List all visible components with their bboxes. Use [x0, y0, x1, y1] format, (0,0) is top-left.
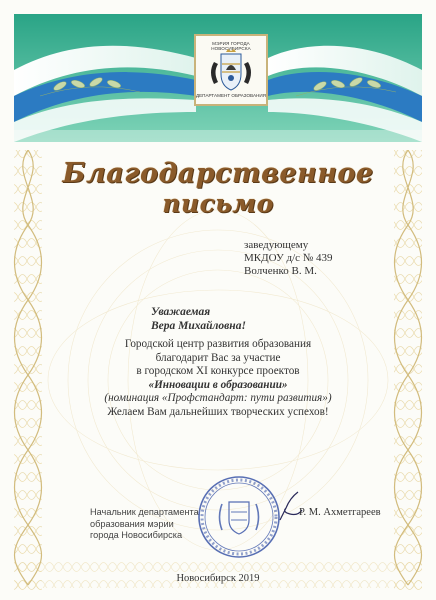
signatory-title — [90, 507, 199, 542]
recipient-name: Волченко В. М. — [244, 265, 317, 277]
body-line-3: в городском XI конкурсе проектов — [136, 365, 300, 377]
body-line-2: благодарит Вас за участие — [155, 351, 281, 364]
nomination: (номинация «Профстандарт: пути развития») — [104, 392, 332, 404]
signatory-title-line-3: города Новосибирска — [90, 530, 183, 540]
recipient-organization: МКДОУ д/с № 439 — [244, 252, 333, 264]
body-line-1: Городской центр развития образования — [124, 338, 312, 350]
greeting — [151, 305, 246, 333]
title-line-2: письмо — [162, 189, 274, 218]
certificate-title — [0, 158, 436, 218]
city-emblem — [194, 34, 268, 106]
signatory-name: Р. М. Ахметгареев — [299, 507, 381, 518]
coat-of-arms-icon — [196, 48, 266, 98]
letter-body — [40, 338, 396, 419]
title-line-1: Благодарственное — [62, 158, 374, 189]
wishes: Желаем Вам дальнейших творческих успехов! — [107, 405, 329, 418]
recipient-block — [244, 239, 333, 278]
greeting-line-2: Вера Михайловна! — [151, 320, 246, 332]
signatory-title-line-1: Начальник департамента — [90, 507, 199, 517]
emblem-bottom-text: ДЕПАРТАМЕНТ ОБРАЗОВАНИЯ — [196, 93, 266, 98]
city-and-year: Новосибирск 2019 — [176, 573, 260, 584]
signature-icon — [276, 488, 306, 524]
official-seal-icon — [196, 474, 282, 560]
greeting-line-1: Уважаемая — [151, 306, 211, 318]
recipient-position: заведующему — [244, 239, 309, 251]
signatory-title-line-2: образования мэрии — [90, 518, 174, 529]
competition-name: «Инновации в образовании» — [148, 378, 288, 391]
emblem-top-text: МЭРИЯ ГОРОДА НОВОСИБИРСКА — [211, 41, 251, 51]
